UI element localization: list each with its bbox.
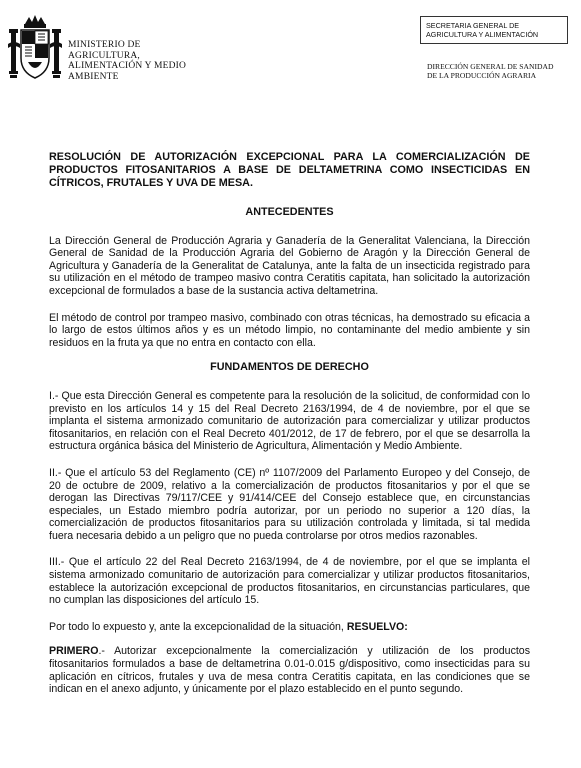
primero-label: PRIMERO — [49, 645, 99, 658]
fundamentos-heading: FUNDAMENTOS DE DERECHO — [210, 361, 369, 374]
por-todo-text: Por todo lo expuesto y, ante la excepcionalidad de la situación, — [49, 620, 344, 633]
document-title: RESOLUCIÓN DE AUTORIZACIÓN EXCEPCIONAL PARA LA COMERCIALIZACIÓN DE PRODUCTOS FITOSANITARIOS A BASE DE DELTAMETRINA COMO INSECTICIDAS EN CÍTRICOS, FRUTALES Y UVA DE MESA. — [49, 151, 530, 189]
primero-text: .- Autorizar excepcionalmente la comercialización y utilización de los productos fitosanitarios formulados a base de deltametrina 0.01-0.015 g/dispositivo, como insecticidas para su aplicación en cítricos, frutales y uva de mesa contra Ceratitis capitata, en las condiciones que se indican en el anexo adjunto, y únicamente por el plazo establecido en el punto segundo. — [49, 645, 530, 696]
secretaria-general-box: SECRETARIA GENERAL DE AGRICULTURA Y ALIMENTACIÓN — [420, 16, 568, 44]
fundamentos-paragraph-3: III.- Que el artículo 22 del Real Decreto 2163/1994, de 4 de noviembre, por el que se implanta el sistema armonizado comunitario de autorización para comercializar y utilizar productos fitosanitarios, establece la autorización excepcional de productos fitosanitarios, en circunstancias particulares, que no cumplan las disposiciones del artículo 15. — [49, 556, 530, 607]
resuelvo-label: RESUELVO: — [346, 620, 408, 633]
por-todo-paragraph — [49, 621, 530, 634]
fundamentos-paragraph-2: II.- Que el artículo 53 del Reglamento (CE) nº 1107/2009 del Parlamento Europeo y del Consejo, de 20 de octubre de 2009, relativo a la comercialización de productos fitosanitarios y por el que se derogan las Directivas 79/117/CEE y 91/414/CEE del Consejo establece que, en circunstancias especiales, un Estado miembro podría autorizar, por un periodo no superior a 120 días, la comercialización de productos fitosanitarios para su utilización controlada y limitada, si tal medida fuera necesaria debido a un peligro que no pueda controlarse por otros medios razonables. — [49, 466, 530, 542]
antecedentes-heading: ANTECEDENTES — [245, 206, 334, 218]
primero-paragraph — [49, 645, 530, 695]
fundamentos-paragraph-1: I.- Que esta Dirección General es competente para la resolución de la solicitud, de conformidad con lo previsto en los artículos 14 y 15 del Real Decreto 2163/1994, de 4 de noviembre, por el que se implanta el sistema armonizado comunitario de autorización para comercializar y utilizar productos fitosanitarios, en relación con el Real Decreto 401/2012, de 17 de febrero, por el que se desarrolla la estructura orgánica básica del Ministerio de Agricultura, Alimentación y Medio Ambiente. — [49, 389, 530, 453]
coat-of-arms-logo — [8, 14, 62, 88]
direccion-general-header: DIRECCIÓN GENERAL DE SANIDAD DE LA PRODUCCIÓN AGRARIA — [427, 62, 554, 80]
document-body — [49, 151, 530, 710]
antecedentes-paragraph-1: La Dirección General de Producción Agraria y Ganadería de la Generalitat Valenciana, la Dirección General de Sanidad de la Producción Agraria del Gobierno de Aragón y la Dirección General de Agricultura y Ganadería de la Generalitat de Catalunya, ante la falta de un insecticida registrado para su utilización en el método de trampeo masivo contra Ceratitis capitata, han solicitado la autorización excepcional de formulados a base de la sustancia activa deltametrina. — [49, 234, 530, 297]
ministry-name: MINISTERIO DE AGRICULTURA, ALIMENTACIÓN Y MEDIO AMBIENTE — [68, 40, 187, 82]
antecedentes-paragraph-2: El método de control por trampeo masivo, combinado con otras técnicas, ha demostrado su eficacia a lo largo de estos últimos años y es un método limpio, no contaminante del medio ambiente y sin residuos en la fruta ya que no entra en contacto con ella. — [49, 311, 530, 349]
